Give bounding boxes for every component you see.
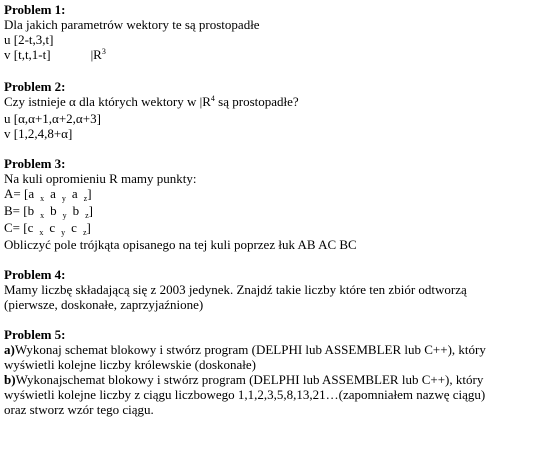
problem-title: Problem 3: (4, 156, 66, 171)
problem-line: Dla jakich parametrów wektory te są prostopadłe (4, 17, 260, 32)
vector-u: u [2-t,3,t] (4, 32, 54, 47)
problem-line: Mamy liczbę składającą się z 2003 jedynek. Znajdź takie liczby które ten zbiór odtworzą (4, 282, 467, 297)
problem-question: Czy istnieje α dla których wektory w $|R^4$ są prostopadłe? (4, 94, 299, 109)
problem-line: (pierwsze, doskonałe, zaprzyjaźnione) (4, 297, 204, 312)
problem-4 (4, 267, 560, 312)
task-a-continued: wyświetli kolejne liczby królewskie (doskonałe) (4, 357, 256, 372)
task-marker: b) (4, 372, 16, 387)
point-b: B= [b $_x$ b $_y$ b $_z$] (4, 203, 93, 220)
space-exponent: 3 (101, 47, 106, 56)
vector-u: u [α,α+1,α+2,α+3] (4, 111, 101, 126)
problem-line: Na kuli opromieniu R mamy punkty: (4, 171, 197, 186)
vector-v-text: v [t,t,1-t] (4, 47, 51, 62)
vector-v (4, 47, 560, 64)
problem-5 (4, 327, 560, 417)
task-b-continued: wyświetli kolejne liczby z ciągu liczbowego 1,1,2,3,5,8,13,21…(zapomniałem nazwę ciągu) (4, 387, 486, 402)
problem-title: Problem 1: (4, 2, 66, 17)
task-b-continued: oraz stworz wzór tego ciągu. (4, 402, 154, 417)
alpha-symbol: α (69, 94, 76, 109)
problem-1 (4, 2, 560, 64)
problem-title: Problem 2: (4, 79, 66, 94)
task-b: b)Wykonajschemat blokowy i stwórz program (DELPHI lub ASSEMBLER lub C++), który (4, 372, 484, 387)
point-a: A= [a $_x$ a $_y$ a $_z$] (4, 186, 92, 203)
space-exponent: 4 (210, 94, 215, 103)
problem-2 (4, 79, 560, 141)
point-c: C= [c $_x$ c $_y$ c $_z$] (4, 220, 91, 237)
task-a: a)Wykonaj schemat blokowy i stwórz program (DELPHI lub ASSEMBLER lub C++), który (4, 342, 486, 357)
task-marker: a) (4, 342, 15, 357)
problem-line: Obliczyć pole trójkąta opisanego na tej kuli poprzez łuk AB AC BC (4, 237, 357, 252)
space-symbol: |R (90, 47, 102, 62)
problem-3 (4, 156, 560, 252)
problem-title: Problem 4: (4, 267, 66, 282)
problem-title: Problem 5: (4, 327, 66, 342)
vector-v: v [1,2,4,8+α] (4, 126, 73, 141)
